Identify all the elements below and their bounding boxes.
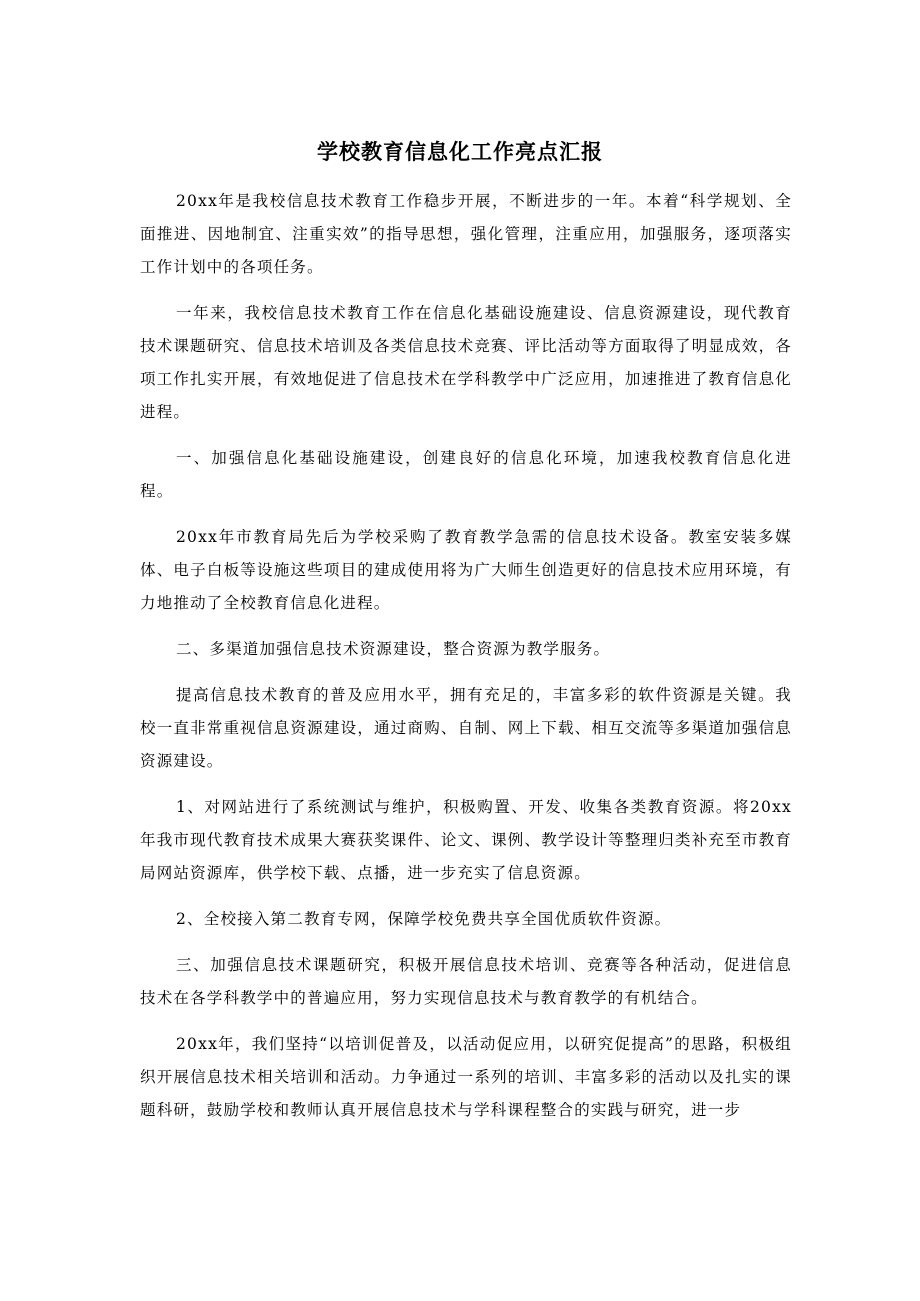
list-item-1: 1、对网站进行了系统测试与维护，积极购置、开发、收集各类教育资源。将20xx年我市现代教育技术成果大赛获奖课件、论文、课例、教学设计等整理归类补充至市教育局网站资源库，供学校下载、点播，进一步充实了信息资源。 [140, 798, 792, 882]
section-heading-2: 二、多渠道加强信息技术资源建设，整合资源为教学服务。 [176, 640, 611, 658]
document-title: 学校教育信息化工作亮点汇报 [317, 140, 603, 164]
document-body [0, 185, 920, 1140]
paragraph-summary: 一年来，我校信息技术教育工作在信息化基础设施建设、信息资源建设，现代教育技术课题研究、信息技术培训及各类信息技术竞赛、评比活动等方面取得了明显成效，各项工作扎实开展，有效地促进了信息技术在学科教学中广泛应用，加速推进了教育信息化进程。 [140, 304, 792, 421]
section-heading-1: 一、加强信息化基础设施建设，创建良好的信息化环境，加速我校教育信息化进程。 [140, 449, 792, 500]
section-heading-3: 三、加强信息技术课题研究，积极开展信息技术培训、竞赛等各种活动，促进信息技术在各学科教学中的普遍应用，努力实现信息技术与教育教学的有机结合。 [140, 956, 792, 1007]
paragraph-equipment: 20xx年市教育局先后为学校采购了教育教学急需的信息技术设备。教室安装多媒体、电子白板等设施这些项目的建成使用将为广大师生创造更好的信息技术应用环境，有力地推动了全校教育信息化进程。 [140, 528, 792, 612]
paragraph-resources: 提高信息技术教育的普及应用水平，拥有充足的，丰富多彩的软件资源是关键。我校一直非常重视信息资源建设，通过商购、自制、网上下载、相互交流等多渠道加强信息资源建设。 [140, 686, 792, 770]
paragraph-training: 20xx年，我们坚持“以培训促普及，以活动促应用，以研究促提高”的思路，积极组织开展信息技术相关培训和活动。力争通过一系列的培训、丰富多彩的活动以及扎实的课题科研，鼓励学校和教师认真开展信息技术与学科课程整合的实践与研究，进一步 [140, 1035, 792, 1119]
list-item-2: 2、全校接入第二教育专网，保障学校免费共享全国优质软件资源。 [176, 910, 672, 928]
paragraph-intro: 20xx年是我校信息技术教育工作稳步开展，不断进步的一年。本着“科学规划、全面推进、因地制宜、注重实效”的指导思想，强化管理，注重应用，加强服务，逐项落实工作计划中的各项任务。 [140, 192, 792, 276]
